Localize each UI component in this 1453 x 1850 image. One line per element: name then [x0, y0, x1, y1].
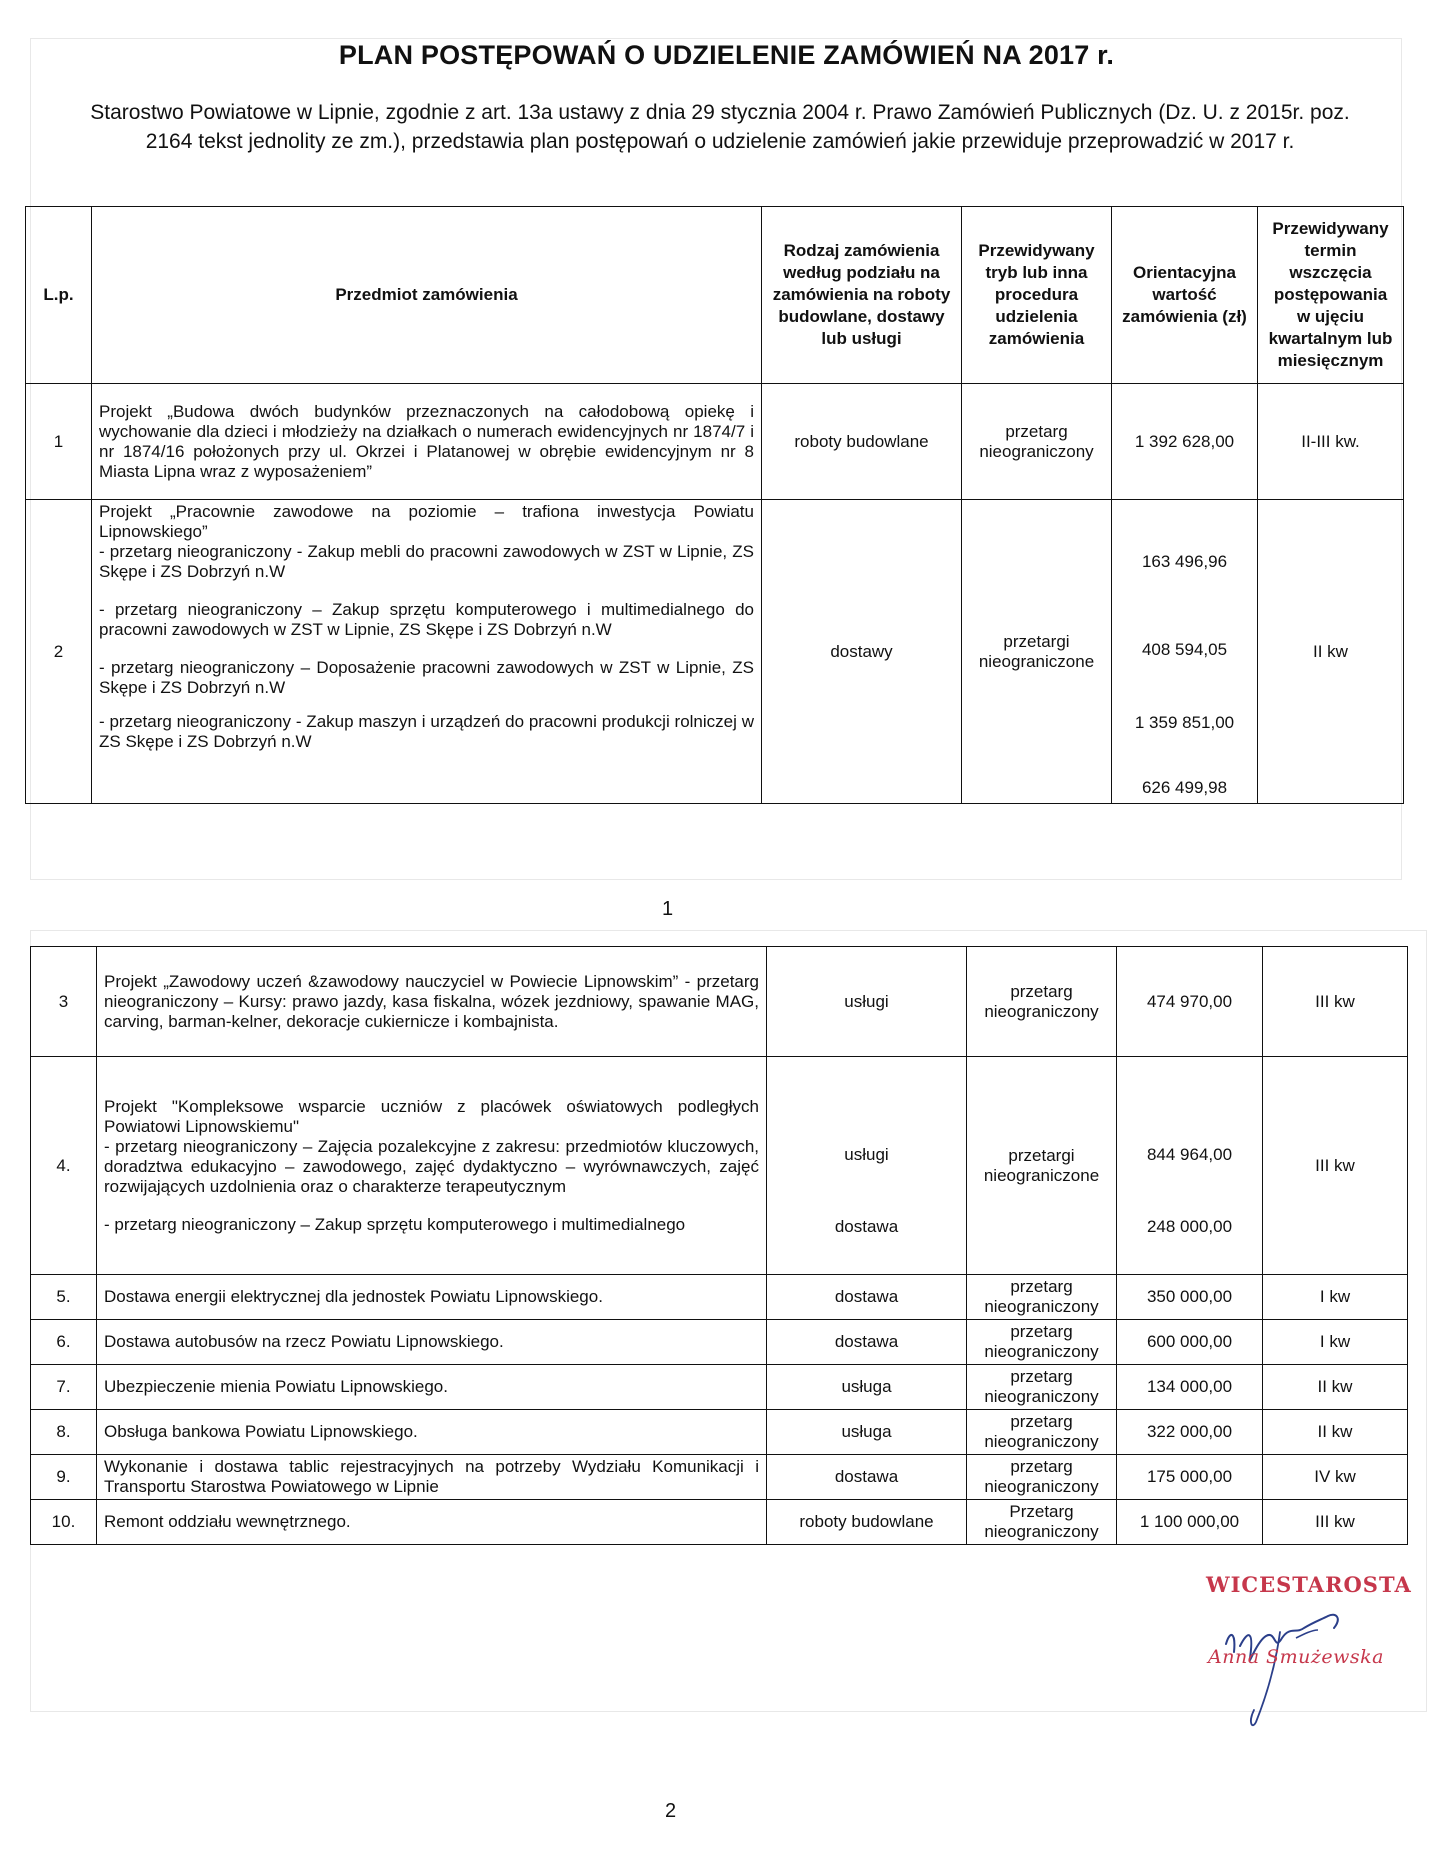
- page-number: 1: [662, 898, 674, 920]
- row-mode: przetarg nieograniczony: [967, 1410, 1117, 1455]
- row-lp: 6.: [31, 1320, 97, 1365]
- table-row: [26, 384, 1404, 500]
- row-value: 134 000,00: [1117, 1365, 1263, 1410]
- row-kind: usługa: [767, 1410, 967, 1455]
- row-value: 350 000,00: [1117, 1275, 1263, 1320]
- row-lp: 10.: [31, 1500, 97, 1545]
- row-mode: przetarg nieograniczony: [967, 1275, 1117, 1320]
- row-subject: Dostawa energii elektrycznej dla jednostek Powiatu Lipnowskiego.: [97, 1275, 767, 1320]
- row-kind: dostawa: [767, 1320, 967, 1365]
- row-lp: 9.: [31, 1455, 97, 1500]
- row-mode: przetargi nieograniczone: [967, 1057, 1117, 1275]
- subitem: - przetarg nieograniczony – Doposażenie pracowni zawodowych w ZST w Lipnie, ZS Skępe i ZS Dobrzyń n.W: [99, 658, 754, 697]
- procurement-table-page-2: [30, 946, 1408, 1545]
- header-lp: L.p.: [26, 207, 92, 384]
- table-row: [31, 1500, 1408, 1545]
- table-header-row: [26, 207, 1404, 384]
- row-term: II-III kw.: [1258, 384, 1404, 500]
- row-subject: Ubezpieczenie mienia Powiatu Lipnowskiego.: [97, 1365, 767, 1410]
- row-value: 175 000,00: [1117, 1455, 1263, 1500]
- row-subject: Dostawa autobusów na rzecz Powiatu Lipnowskiego.: [97, 1320, 767, 1365]
- row-mode: przetargi nieograniczone: [962, 500, 1112, 804]
- subitem-value: 408 594,05: [1141, 639, 1228, 659]
- header-mode: Przewidywany tryb lub inna procedura udzielenia zamówienia: [962, 207, 1112, 384]
- project-title: Projekt „Pracownie zawodowe na poziomie – trafiona inwestycja Powiatu Lipnowskiego”: [99, 502, 754, 541]
- row-kind: dostawy: [762, 500, 962, 804]
- row-value: 1 100 000,00: [1117, 1500, 1263, 1545]
- subitem: - przetarg nieograniczony - Zakup maszyn i urządzeń do pracowni produkcji rolniczej w ZS Skępe i ZS Dobrzyń n.W: [99, 712, 754, 751]
- header-subject: Przedmiot zamówienia: [92, 207, 762, 384]
- row-values: [1112, 500, 1258, 804]
- project-title: Projekt "Kompleksowe wsparcie uczniów z placówek oświatowych podległych Powiatowi Lipnowskiemu": [104, 1096, 759, 1136]
- row-kind: dostawa: [767, 1275, 967, 1320]
- subitem-kind: dostawa: [834, 1216, 899, 1236]
- row-value: 474 970,00: [1117, 947, 1263, 1057]
- header-term: Przewidywany termin wszczęcia postępowania w ujęciu kwartalnym lub miesięcznym: [1258, 207, 1404, 384]
- row-kind: roboty budowlane: [767, 1500, 967, 1545]
- row-lp: 1: [26, 384, 92, 500]
- subitem-value: 163 496,96: [1141, 551, 1228, 571]
- value-stack: [1112, 502, 1257, 802]
- row-lp: 5.: [31, 1275, 97, 1320]
- row-mode: przetarg nieograniczony: [967, 947, 1117, 1057]
- subitem-value: 1 359 851,00: [1134, 712, 1235, 732]
- row-lp: 7.: [31, 1365, 97, 1410]
- row-subject: Wykonanie i dostawa tablic rejestracyjnych na potrzeby Wydziału Komunikacji i Transportu Starostwa Powiatowego w Lipnie: [97, 1455, 767, 1500]
- table-row: [31, 947, 1408, 1057]
- row-mode: przetarg nieograniczony: [962, 384, 1112, 500]
- row-term: I kw: [1263, 1320, 1408, 1365]
- subitem-kind: usługi: [844, 1144, 889, 1164]
- header-kind: Rodzaj zamówienia według podziału na zamówienia na roboty budowlane, dostawy lub usługi: [762, 207, 962, 384]
- table-row: [31, 1365, 1408, 1410]
- row-kinds: [767, 1057, 967, 1275]
- row-values: [1117, 1057, 1263, 1275]
- row-lp: 8.: [31, 1410, 97, 1455]
- row-mode: przetarg nieograniczony: [967, 1320, 1117, 1365]
- row-kind: usługa: [767, 1365, 967, 1410]
- row-term: III kw: [1263, 1057, 1408, 1275]
- row-subject: [97, 1057, 767, 1275]
- stamp-name: Anna Smużewska: [1208, 1646, 1384, 1668]
- row-value: 322 000,00: [1117, 1410, 1263, 1455]
- table-row: [31, 1057, 1408, 1275]
- row-mode: przetarg nieograniczony: [967, 1365, 1117, 1410]
- row-subject: Obsługa bankowa Powiatu Lipnowskiego.: [97, 1410, 767, 1455]
- row-subject: Projekt „Zawodowy uczeń &zawodowy nauczyciel w Powiecie Lipnowskim” - przetarg nieograniczony – Kursy: prawo jazdy, kasa fiskalna, wózek jezdniowy, spawanie MAG, carving, barman-kelner, dekoracje cukiernicze i kombajnista.: [97, 947, 767, 1057]
- row-subject: Projekt „Budowa dwóch budynków przeznaczonych na całodobową opiekę i wychowanie dla dzieci i młodzieży na działkach o numerach ewidencyjnych nr 1874/7 i nr 1874/16 położonych przy ul. Okrzei i Platanowej w obrębie ewidencyjnym nr 8 Miasta Lipna wraz z wyposażeniem”: [92, 384, 762, 500]
- subitem: - przetarg nieograniczony – Zakup sprzętu komputerowego i multimedialnego do pracowni zawodowych w ZST w Lipnie, ZS Skępe i ZS Dobrzyń n.W: [99, 600, 754, 639]
- table-row: [31, 1275, 1408, 1320]
- procurement-table-page-1: [25, 206, 1404, 804]
- row-term: II kw: [1263, 1365, 1408, 1410]
- row-mode: Przetarg nieograniczony: [967, 1500, 1117, 1545]
- row-term: IV kw: [1263, 1455, 1408, 1500]
- subitem: - przetarg nieograniczony - Zakup mebli do pracowni zawodowych w ZST w Lipnie, ZS Skępe i ZS Dobrzyń n.W: [99, 542, 754, 581]
- row-lp: 3: [31, 947, 97, 1057]
- subitem-value: 248 000,00: [1146, 1216, 1233, 1236]
- row-value: 1 392 628,00: [1112, 384, 1258, 500]
- row-term: I kw: [1263, 1275, 1408, 1320]
- row-subject: [92, 500, 762, 804]
- header-value: Orientacyjna wartość zamówienia (zł): [1112, 207, 1258, 384]
- table-row: [31, 1320, 1408, 1365]
- row-kind: dostawa: [767, 1455, 967, 1500]
- table-row: [31, 1455, 1408, 1500]
- subitem-value: 844 964,00: [1146, 1144, 1233, 1164]
- row-lp: 4.: [31, 1057, 97, 1275]
- row-term: III kw: [1263, 1500, 1408, 1545]
- row-lp: 2: [26, 500, 92, 804]
- row-value: 600 000,00: [1117, 1320, 1263, 1365]
- table-row: [31, 1410, 1408, 1455]
- row-term: II kw: [1263, 1410, 1408, 1455]
- stamp-title: WICESTAROSTA: [1206, 1572, 1412, 1597]
- page-number: 2: [665, 1800, 677, 1822]
- intro-paragraph: Starostwo Powiatowe w Lipnie, zgodnie z art. 13a ustawy z dnia 29 stycznia 2004 r. Prawo Zamówień Publicznych (Dz. U. z 2015r. poz. 2164 tekst jednolity ze zm.), przedstawia plan postępowań o udzielenie zamówień jakie przewiduje przeprowadzić w 2017 r.: [90, 101, 1350, 153]
- table-row: [26, 500, 1404, 804]
- subitem: - przetarg nieograniczony – Zakup sprzętu komputerowego i multimedialnego: [104, 1214, 686, 1234]
- row-term: III kw: [1263, 947, 1408, 1057]
- row-mode: przetarg nieograniczony: [967, 1455, 1117, 1500]
- row-subject: Remont oddziału wewnętrznego.: [97, 1500, 767, 1545]
- official-stamp: [1196, 1572, 1436, 1732]
- page-title: PLAN POSTĘPOWAŃ O UDZIELENIE ZAMÓWIEŃ NA 2017 r.: [338, 40, 1115, 70]
- subitem-value: 626 499,98: [1141, 777, 1228, 797]
- row-kind: usługi: [767, 947, 967, 1057]
- subitem: - przetarg nieograniczony – Zajęcia pozalekcyjne z zakresu: przedmiotów kluczowych, doradztwa edukacyjno – zawodowego, zajęć dydaktyczno – wyrównawczych, zajęć rozwijających uzdolnienia oraz o charakterze terapeutycznym: [104, 1136, 759, 1196]
- row-term: II kw: [1258, 500, 1404, 804]
- row-kind: roboty budowlane: [762, 384, 962, 500]
